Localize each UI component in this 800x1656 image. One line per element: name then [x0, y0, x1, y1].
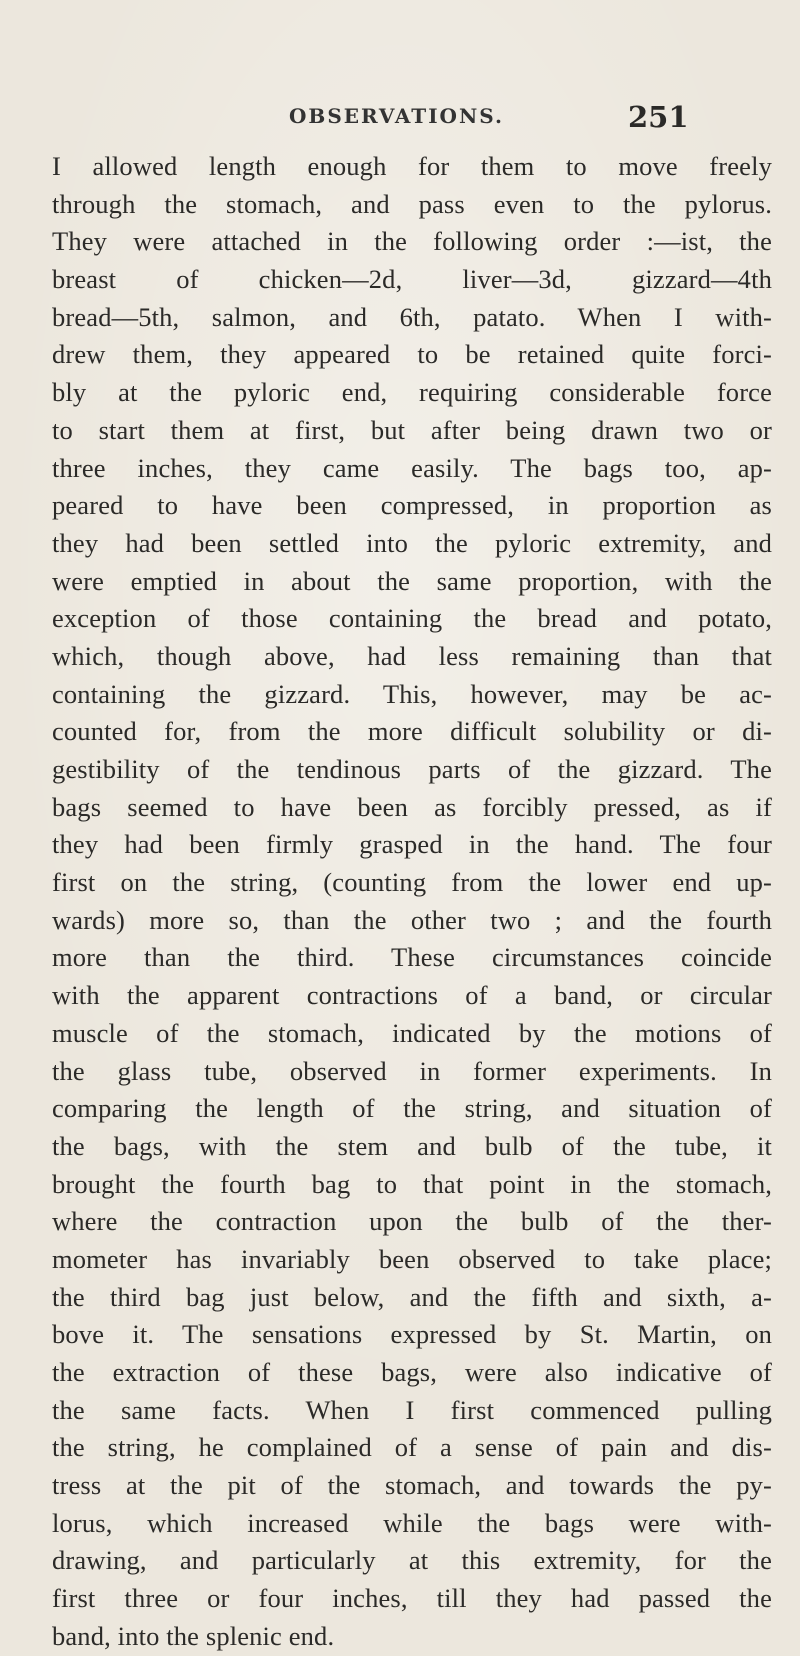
text-line: which, though above, had less remaining than that — [52, 640, 772, 671]
text-line: band, into the splenic end. — [52, 1620, 335, 1651]
text-line: where the contraction upon the bulb of the ther- — [52, 1206, 772, 1237]
text-line: they had been firmly grasped in the hand. The four — [52, 829, 772, 860]
text-line: exception of those containing the bread and potato, — [52, 603, 772, 634]
page-number: 251 — [628, 100, 689, 134]
text-line: counted for, from the more difficult solubility or di- — [52, 716, 772, 747]
text-line: were emptied in about the same proportion, with the — [52, 565, 772, 596]
text-line: muscle of the stomach, indicated by the motions of — [52, 1017, 772, 1048]
text-line: tress at the pit of the stomach, and towards the py- — [52, 1470, 772, 1501]
text-line: drawing, and particularly at this extremity, for the — [52, 1545, 772, 1576]
text-line: containing the gizzard. This, however, may be ac- — [52, 678, 772, 709]
text-line: They were attached in the following order :—ist, the — [52, 226, 772, 257]
text-line: lorus, which increased while the bags were with- — [52, 1507, 772, 1538]
text-line: peared to have been compressed, in proportion as — [52, 490, 772, 521]
text-line: the same facts. When I first commenced pulling — [52, 1394, 772, 1425]
text-line: more than the third. These circumstances coincide — [52, 942, 772, 973]
text-line: bly at the pyloric end, requiring considerable force — [52, 377, 772, 408]
text-line: first on the string, (counting from the lower end up- — [52, 867, 772, 898]
text-line: mometer has invariably been observed to take place; — [52, 1243, 772, 1274]
text-line: the third bag just below, and the fifth and sixth, a- — [52, 1281, 772, 1312]
text-line: I allowed length enough for them to move freely — [52, 151, 772, 181]
page-header — [0, 100, 800, 140]
text-line: with the apparent contractions of a band, or circular — [52, 980, 772, 1011]
text-line: they had been settled into the pyloric extremity, and — [52, 527, 772, 558]
text-line: to start them at first, but after being drawn two or — [52, 414, 772, 445]
text-line: the glass tube, observed in former experiments. In — [52, 1055, 772, 1086]
text-line: bags seemed to have been as forcibly pressed, as if — [52, 791, 772, 822]
running-title: OBSERVATIONS. — [289, 104, 504, 128]
text-line: brought the fourth bag to that point in the stomach, — [52, 1168, 772, 1199]
text-line: first three or four inches, till they had passed the — [52, 1583, 772, 1614]
text-line: the bags, with the stem and bulb of the tube, it — [52, 1130, 772, 1161]
text-line: bove it. The sensations expressed by St. Martin, on — [52, 1319, 772, 1350]
text-line: gestibility of the tendinous parts of the gizzard. The — [52, 754, 772, 784]
text-line: the extraction of these bags, were also indicative of — [52, 1357, 772, 1387]
text-line: drew them, they appeared to be retained quite forci- — [52, 339, 772, 370]
text-line: through the stomach, and pass even to the pylorus. — [52, 188, 772, 219]
text-line: comparing the length of the string, and situation of — [52, 1093, 772, 1124]
text-line: wards) more so, than the other two ; and the fourth — [52, 904, 772, 935]
text-line: bread—5th, salmon, and 6th, patato. When I with- — [52, 301, 772, 332]
body-text — [52, 148, 772, 1656]
text-line: the string, he complained of a sense of pain and dis- — [52, 1432, 772, 1463]
text-line: three inches, they came easily. The bags too, ap- — [52, 452, 772, 483]
text-line: breast of chicken—2d, liver—3d, gizzard—4th — [52, 264, 772, 295]
